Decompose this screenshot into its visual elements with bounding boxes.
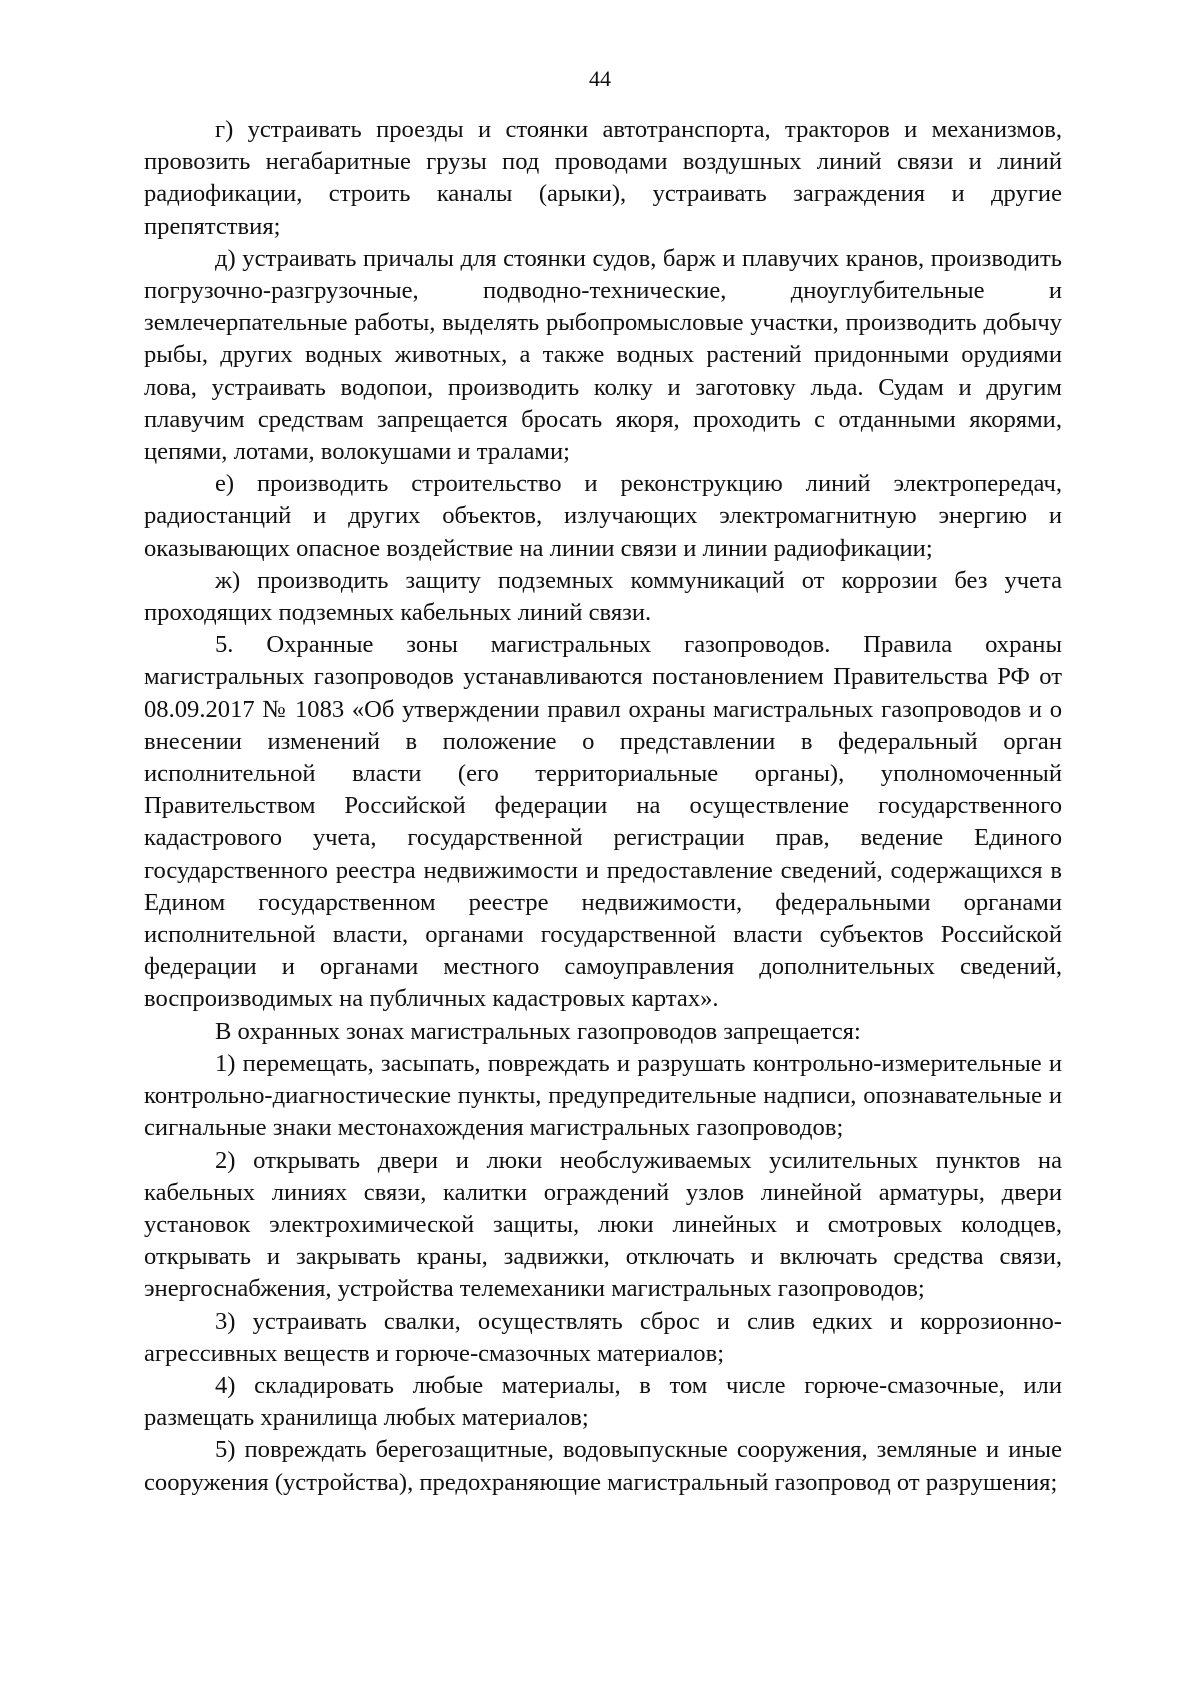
- paragraph-item-g: г) устраивать проезды и стоянки автотранспорта, тракторов и механизмов, провозить негабаритные грузы под проводами воздушных линий связи и линий радиофикации, строить каналы (арыки), устраивать заграждения и другие препятствия;: [144, 116, 1062, 240]
- paragraph-item-4: 4) складировать любые материалы, в том числе горюче-смазочные, или размещать хранилища любых материалов;: [144, 1371, 1062, 1432]
- paragraph-item-5: 5) повреждать берегозащитные, водовыпускные сооружения, земляные и иные сооружения (устройства), предохраняющие магистральный газопровод от разрушения;: [144, 1436, 1062, 1496]
- document-body: [144, 114, 1062, 1499]
- paragraph-item-zh: ж) производить защиту подземных коммуникаций от коррозии без учета проходящих подземных кабельных линий связи.: [144, 566, 1062, 627]
- paragraph-item-1: 1) перемещать, засыпать, повреждать и разрушать контрольно-измерительные и контрольно-диагностические пункты, предупредительные надписи, опознавательные и сигнальные знаки местонахождения магистральных газопроводов;: [144, 1049, 1062, 1142]
- paragraph-item-d: д) устраивать причалы для стоянки судов, барж и плавучих кранов, производить погрузочно-разгрузочные, подводно-технические, дноуглубительные и землечерпательные работы, выделять рыбопромысловые участки, производить добычу рыбы, других водных животных, а также водных растений придонными орудиями лова, устраивать водопои, производить колку и заготовку льда. Судам и другим плавучим средствам запрещается бросать якоря, проходить с отданными якорями, цепями, лотами, волокушами и тралами;: [144, 244, 1062, 466]
- paragraph-item-e: е) производить строительство и реконструкцию линий электропередач, радиостанций и других объектов, излучающих электромагнитную энергию и оказывающих опасное воздействие на линии связи и линии радиофикации;: [144, 470, 1062, 562]
- page-number: 44: [589, 66, 611, 91]
- paragraph-prohibitions-intro: В охранных зонах магистральных газопроводов запрещается:: [215, 1017, 861, 1045]
- paragraph-item-3: 3) устраивать свалки, осуществлять сброс и слив едких и коррозионно-агрессивных веществ и горюче-смазочных материалов;: [144, 1307, 1062, 1367]
- paragraph-item-2: 2) открывать двери и люки необслуживаемых усилительных пунктов на кабельных линиях связи, калитки ограждений узлов линейной арматуры, двери установок электрохимической защиты, люки линейных и смотровых колодцев, открывать и закрывать краны, задвижки, отключать и включать средства связи, энергоснабжения, устройства телемеханики магистральных газопроводов;: [144, 1146, 1062, 1303]
- paragraph-section-5: 5. Охранные зоны магистральных газопроводов. Правила охраны магистральных газопроводов устанавливаются постановлением Правительства РФ от 08.09.2017 № 1083 «Об утверждении правил охраны магистральных газопроводов и о внесении изменений в положение о представлении в федеральный орган исполнительной власти (его территориальные органы), уполномоченный Правительством Российской федерации на осуществление государственного кадастрового учета, государственной регистрации прав, ведение Единого государственного реестра недвижимости и предоставление сведений, содержащихся в Едином государственном реестре недвижимости, федеральными органами исполнительной власти, органами государственной власти субъектов Российской федерации и органами местного самоуправления дополнительных сведений, воспроизводимых на публичных кадастровых картах».: [144, 631, 1062, 1013]
